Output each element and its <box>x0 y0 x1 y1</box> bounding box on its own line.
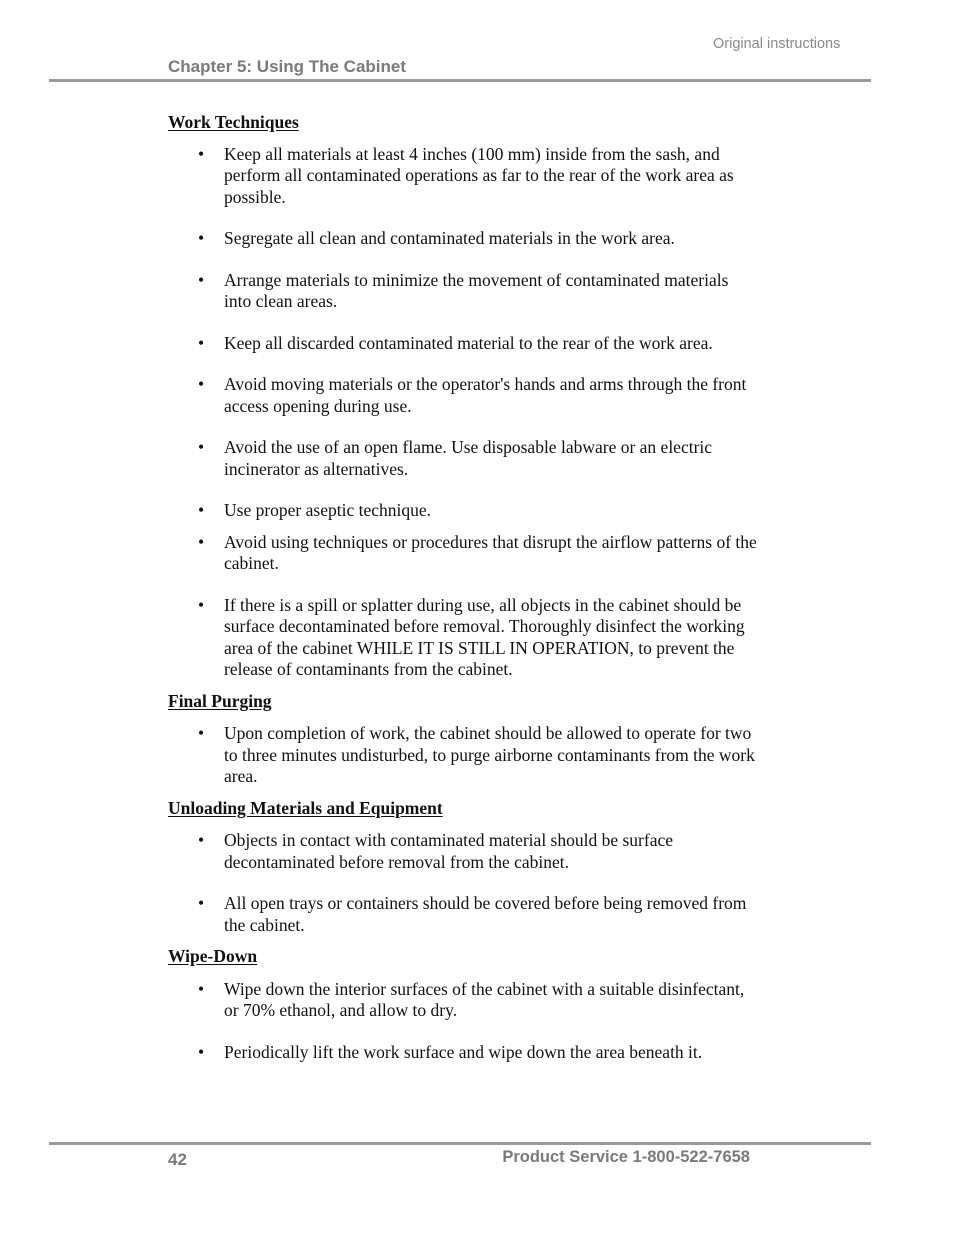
list-item: • Keep all materials at least 4 inches (100 mm) inside from the sash, and perform all contaminated operations as far to the rear of the work area as possible. <box>168 144 758 209</box>
list-item: • Avoid the use of an open flame. Use disposable labware or an electric incinerator as alternatives. <box>168 437 758 480</box>
header-rule <box>49 79 871 82</box>
bullet-list <box>168 144 758 681</box>
list-item: • Periodically lift the work surface and wipe down the area beneath it. <box>168 1042 758 1064</box>
list-item: • All open trays or containers should be covered before being removed from the cabinet. <box>168 893 758 936</box>
list-item: • Avoid using techniques or procedures that disrupt the airflow patterns of the cabinet. <box>168 532 758 575</box>
page-content <box>168 112 758 1063</box>
section-heading: Wipe-Down <box>168 946 258 966</box>
footer-rule <box>49 1142 871 1145</box>
list-item: • Wipe down the interior surfaces of the cabinet with a suitable disinfectant, or 70% ethanol, and allow to dry. <box>168 979 758 1022</box>
bullet-list <box>168 979 758 1064</box>
chapter-title: Chapter 5: Using The Cabinet <box>168 57 407 76</box>
header-note: Original instructions <box>713 36 841 52</box>
product-service: Product Service 1-800-522-7658 <box>502 1148 750 1166</box>
bullet-list <box>168 830 758 936</box>
list-item: • Upon completion of work, the cabinet should be allowed to operate for two to three minutes undisturbed, to purge airborne contaminants from the work area. <box>168 723 758 788</box>
section-heading: Final Purging <box>168 690 272 711</box>
section-work-techniques <box>168 112 758 681</box>
list-item: • Objects in contact with contaminated material should be surface decontaminated before removal from the cabinet. <box>168 830 758 873</box>
section-final-purging <box>168 691 758 788</box>
page-number: 42 <box>168 1150 187 1169</box>
section-unloading <box>168 798 758 937</box>
list-item: • If there is a spill or splatter during use, all objects in the cabinet should be surface decontaminated before removal. Thoroughly disinfect the working area of the cabinet WHILE IT IS STILL IN OPERATION, to prevent the release of contaminants from the cabinet. <box>168 595 758 681</box>
list-item: • Keep all discarded contaminated material to the rear of the work area. <box>168 333 758 355</box>
list-item: • Use proper aseptic technique. <box>168 500 758 522</box>
section-heading: Work Techniques <box>168 112 299 132</box>
list-item: • Arrange materials to minimize the movement of contaminated materials into clean areas. <box>168 270 758 313</box>
list-item: • Avoid moving materials or the operator's hands and arms through the front access opening during use. <box>168 374 758 417</box>
bullet-list <box>168 723 758 788</box>
section-wipe-down <box>168 946 758 1063</box>
section-heading: Unloading Materials and Equipment <box>168 797 443 818</box>
list-item: • Segregate all clean and contaminated materials in the work area. <box>168 228 758 250</box>
